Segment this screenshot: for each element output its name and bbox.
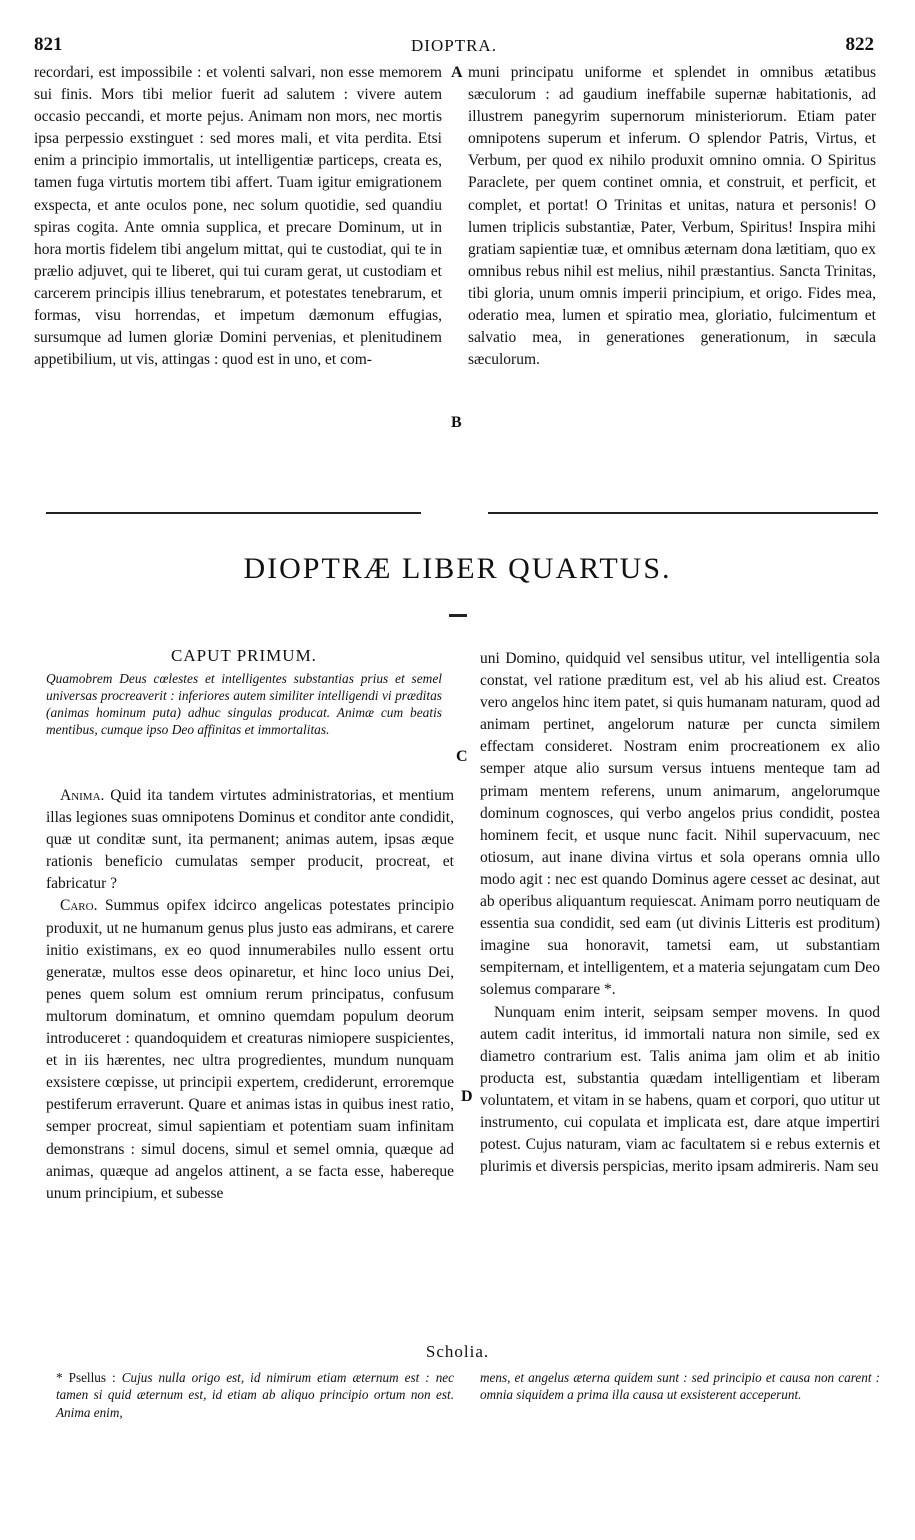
section-divider-left bbox=[46, 512, 421, 514]
bottom-right-column bbox=[480, 648, 880, 1178]
page-number-left: 821 bbox=[34, 34, 63, 55]
scholia-heading: Scholia. bbox=[425, 1342, 490, 1361]
top-right-column bbox=[468, 62, 876, 371]
bottom-right-paragraph-2: Nunquam enim interit, seipsam semper movens. In quod autem cadit interitus, id immortali natura non simile, sed ex diametro contrarium est. Talis anima jam olim et ab initio producta est, substantia quædam intelligentiam et liberam voluntatem, et vitam in se habens, quam et corpori, quo utitur ut instrumento, cui copulata et implicata est, dare atque impertiri potest. Cujus naturam, viam ac facultatem si e rebus externis et plurimis et diversis perspicias, merito ipsam admireris. Nam seu bbox=[480, 1003, 880, 1176]
margin-marker-a: A bbox=[451, 64, 463, 81]
chapter-title: CAPUT PRIMUM. bbox=[171, 646, 317, 665]
page-number-right: 822 bbox=[845, 34, 874, 55]
page-header bbox=[34, 34, 874, 64]
margin-marker-d: D bbox=[461, 1088, 473, 1105]
top-left-text: recordari, est impossibile : et volenti salvari, non esse memorem sui finis. Mors tibi melior fuerit ad salutem : vivere autem occasio peccandi, et morte pejus. Animam non mors, nec mortis ipsa perpessio exstinguet : sed mores mali, et vita perdita. Etsi enim a principio immortalis, ut intelligentiæ particeps, creata es, tamen fuga virtutis mortem tibi affert. Tuam igitur emigrationem exspecta, et ante oculos pone, nec solum quotidie, sed quandiu spiras cogita. Ante omnia supplica, et precare Dominum, ut in hora mortis fidelem tibi angelum mittat, qui te custodiat, qui te in prælio adjuvet, qui te liberet, qui tui curam gerat, ut custodiam et carcerem principis illius tenebrarum, et potestates tenebrarum, et formas, visu horrendas, et impetum dæmonum effugias, sursumque ad lumen gloriæ Domini pervenias, et plenitudinem appetibilium, ut vis, attingas : quod est in uno, et com- bbox=[34, 64, 442, 369]
running-title: DIOPTRA. bbox=[411, 36, 497, 55]
dialogue-paragraph-caro bbox=[46, 895, 454, 1204]
top-left-column bbox=[34, 62, 442, 371]
bottom-right-paragraph-1: uni Domino, quidquid vel sensibus utitur, vel intelligentia sola constat, vel ratione præditum est, vel ab his aliud est. Creatos vero angelos hinc item patet, si quis humanam naturam, quod ad animam pertinet, angelorum naturæ per cuncta similem effectam consideret. Nostram enim procreationem ex alio semper atque alio sursum versus intuens menteque tam ad primam mentem referens, unum animarum, angelorumque dominum cognosces, qui verbo angelos prius condidit, postea hominem fecit, et usque nunc facit. Nihil supervacuum, nec otiosum, aut inane divina virtus et sola operans omnia ullo modo agit : nec est quando Dominus agere cesset ac desinat, aut ab operibus aliquantum requiescat. Animam porro neutiquam de essentia sua condidit, sed eam (ut divinis Litteris est proditum) imagine sua honoravit, tametsi eam, ut substantiam sempiternam, et intelligentem, et a materia sejungatam cum Deo solemus comparare *. bbox=[480, 650, 880, 999]
scholia-note-left bbox=[56, 1369, 454, 1421]
top-right-text: muni principatu uniforme et splendet in omnibus ætatibus sæculorum : ad gaudium ineffabile supernæ habitationis, ad illustrem panegyrim supernorum ministeriorum. Etiam pater omnipotens superum et inferum. O splendor Patris, Virtus, et Verbum, per quod ex nihilo produxit omnino omnia. O Spiritus Paraclete, per quem continet omnia, et construit, et perficit, et complet, et portat! O Trinitas et unitas, natura et personis! O lumen triplicis substantiæ, Pater, Verbum, Spiritus! Inspira mihi gratiam sapientiæ tuæ, et omnibus æternam dona lætitiam, quo ex omnibus rebus nihil est melius, nihil præstantius. Sancta Trinitas, tibi gloria, unum omnis imperii principium, et origo. Fides mea, oderatio mea, lumen et spiratio mea, gloriatio, fulcimentum et salvatio mea, in generationes generationum, in sæcula sæculorum. bbox=[468, 64, 876, 369]
book-title: DIOPTRÆ LIBER QUARTUS. bbox=[243, 552, 672, 585]
footnote-label: * Psellus : bbox=[56, 1370, 116, 1385]
caro-text: Summus opifex idcirco angelicas potestates principio produxit, ut ne humanum genus plus justo eas admirans, et carere initio existimans, ex eo quod innumerabiles nullo essent ortu generatæ, multos esse deos opinaretur, et hinc loco unius Dei, penes quem solum est omnium rerum principatus, confusum multorum dominatum, et omnino quemdam populum deorum introduceret : quandoquidem et creaturas nimiopere suspicientes, et in iis hærentes, nec ultra progredientes, mundum nunquam exsistere cœpisse, ut principii expertem, crediderunt, erroremque pestiferum erraverunt. Quare et animas istas in quibus inest ratio, semper procreat, simul sapientiam et potentiam suam infinitam demonstrans : simul docens, simul et semel omnia, quæque ad animas, quæque ad angelos attinent, a se facta esse, habereque unum principium, et subesse bbox=[46, 897, 454, 1202]
dialogue-paragraph-anima bbox=[46, 785, 454, 895]
bottom-left-column bbox=[46, 785, 454, 1205]
anima-text: Quid ita tandem virtutes administratorias, et mentium illas legiones suas omnipotens Dominus et conditor ante condidit, quæ ut conditæ sunt, ita permanent; animas autem, ipsas æque rationis beneficio cumulatas semper producit, procreat, et fabricatur ? bbox=[46, 787, 455, 893]
margin-marker-b: B bbox=[451, 414, 462, 431]
chapter-summary: Quamobrem Deus cœlestes et intelligentes substantias prius et semel universas procreaverit : inferiores autem similiter intelligendi vi præditas (animas hominum puta) adhuc singulas producat. Animæ cum beatis mentibus, cumque ipso Deo affinitas et immortalitas. bbox=[46, 671, 442, 737]
title-dash bbox=[449, 614, 467, 617]
footnote-left-text: Cujus nulla origo est, id nimirum etiam æternum est : nec tamen si quid æternum est, id etiam ab aliquo principio ortum non est. Anima enim, bbox=[56, 1370, 454, 1420]
margin-marker-c: C bbox=[456, 748, 468, 765]
speaker-anima: Anima. bbox=[60, 787, 105, 804]
section-divider-right bbox=[488, 512, 878, 514]
speaker-caro: Caro. bbox=[60, 897, 98, 915]
scholia-note-right: mens, et angelus æterna quidem sunt : sed principio et causa non carent : omnia siquidem a prima illa causa ut exsisterent acceperunt. bbox=[480, 1370, 880, 1403]
